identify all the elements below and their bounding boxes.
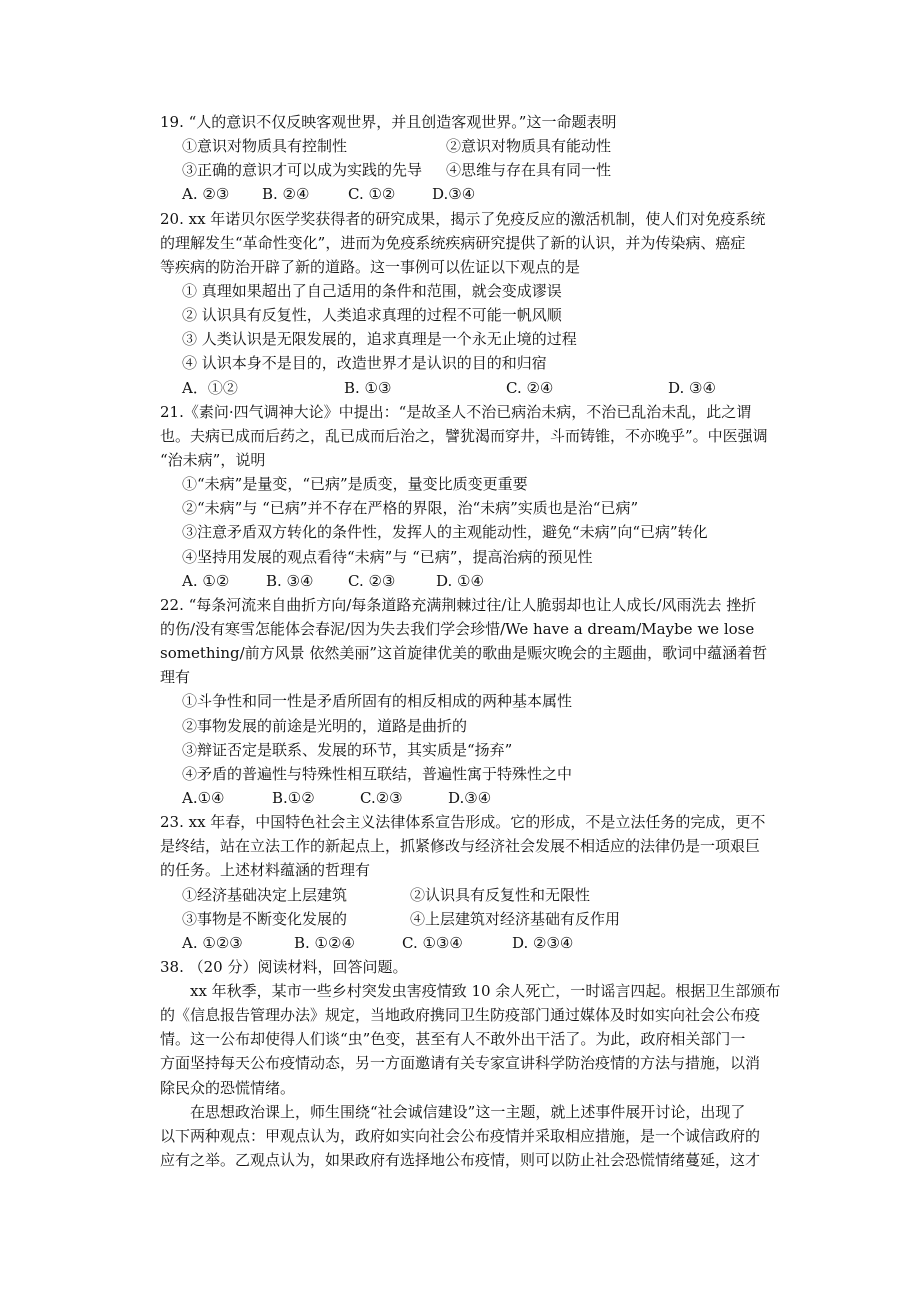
question-stem-line: 等疾病的防治开辟了新的道路。这一事例可以佐证以下观点的是 — [160, 257, 581, 276]
paragraph-line: 方面坚持每天公布疫情动态，另一方面邀请有关专家宣讲科学防治疫情的方法与措施，以消 — [160, 1054, 761, 1073]
answer-option: D. ①④ — [436, 571, 484, 590]
question-38 — [160, 955, 810, 1172]
question-stem-line: 的任务。上述材料蕴涵的哲理有 — [160, 861, 371, 880]
question-stem-line: 22. “每条河流来自曲折方向/每条道路充满荆棘过往/让人脆弱却也让人成长/风雨洗去 挫折 — [160, 595, 757, 614]
question-stem-line: 也。夫病已成而后药之，乱已成而后治之，譬犹渴而穿井，斗而铸锥，不亦晚乎”。中医强调 — [160, 426, 768, 445]
answer-option: C.②③ — [360, 788, 403, 807]
question-stem-line: something/前方风景 依然美丽”这首旋律优美的歌曲是赈灾晚会的主题曲，歌词中蕴涵着哲 — [160, 644, 768, 663]
statement: ④ 认识本身不是目的，改造世界才是认识的目的和归宿 — [182, 354, 547, 373]
paragraph-line: 以下两种观点：甲观点认为，政府如实向社会公布疫情并采取相应措施，是一个诚信政府的 — [160, 1126, 761, 1145]
statement: ①斗争性和同一性是矛盾所固有的相反相成的两种基本属性 — [182, 692, 573, 711]
question-stem-line: 理有 — [160, 668, 191, 687]
question-21 — [160, 400, 810, 593]
answer-option: D.③④ — [448, 788, 492, 807]
answer-option: A. ①② — [182, 571, 230, 590]
answer-option: A. ①②③ — [182, 933, 243, 952]
statement-row — [160, 158, 810, 182]
question-stem: 19. “人的意识不仅反映客观世界，并且创造客观世界。”这一命题表明 — [160, 113, 617, 131]
answer-option: D.③④ — [432, 185, 476, 204]
statement-row — [160, 907, 810, 931]
statement: ④坚持用发展的观点看待“未病”与 “已病”，提高治病的预见性 — [182, 547, 593, 566]
answer-option: A.①④ — [182, 788, 225, 807]
question-stem-line: 20. xx 年诺贝尔医学奖获得者的研究成果，揭示了免疫反应的激活机制，使人们对免疫系统 — [160, 209, 766, 228]
statement: ②“未病”与 “已病”并不存在严格的界限，治“未病”实质也是治“已病” — [182, 499, 639, 518]
answer-option: C. ②③ — [348, 571, 396, 590]
statement-row — [160, 134, 810, 158]
answer-option: A．①② — [182, 378, 238, 397]
statement: ③辩证否定是联系、发展的环节，其实质是“扬弃” — [182, 740, 513, 759]
question-20 — [160, 207, 810, 400]
statement: ①“未病”是量变，“已病”是质变，量变比质变更重要 — [182, 475, 528, 494]
answer-option: C. ①② — [348, 185, 396, 204]
answer-option: C. ②④ — [506, 378, 554, 397]
paragraph-line: xx 年秋季，某市一些乡村突发虫害疫情致 10 余人死亡，一时谣言四起。根据卫生部颁布 — [190, 982, 781, 1001]
answer-options — [160, 376, 810, 400]
answer-option: D. ②③④ — [512, 933, 574, 952]
answer-options — [160, 569, 810, 593]
question-stem-line: 的理解发生“革命性变化”，进而为免疫系统疾病研究提供了新的认识，并为传染病、癌症 — [160, 233, 746, 252]
question-23 — [160, 810, 810, 955]
question-stem-line: 23. xx 年春，中国特色社会主义法律体系宣告形成。它的形成，不是立法任务的完成，更不 — [160, 813, 766, 832]
question-stem-line: 21.《素问·四气调神大论》中提出：“是故圣人不治已病治未病，不治已乱治未乱，此之谓 — [160, 402, 752, 421]
answer-option: A. ②③ — [182, 185, 230, 204]
statement: ③正确的意识才可以成为实践的先导 — [182, 161, 423, 180]
question-22 — [160, 593, 810, 810]
answer-option: B. ①②④ — [294, 933, 355, 952]
answer-option: B.①② — [272, 788, 315, 807]
answer-option: B. ②④ — [262, 185, 310, 204]
statement: ④思维与存在具有同一性 — [446, 161, 612, 180]
statement: ①经济基础决定上层建筑 — [182, 885, 348, 904]
statement: ③事物是不断变化发展的 — [182, 909, 348, 928]
statement: ① 真理如果超出了自己适用的条件和范围，就会变成谬误 — [182, 281, 562, 300]
paragraph-line: 的《信息报告管理办法》规定，当地政府携同卫生防疫部门通过媒体及时如实向社会公布疫 — [160, 1006, 761, 1025]
exam-content — [160, 110, 810, 1172]
question-19 — [160, 110, 810, 207]
statement: ②事物发展的前途是光明的，道路是曲折的 — [182, 716, 468, 735]
paragraph-line: 在思想政治课上，师生围绕“社会诚信建设”这一主题，就上述事件展开讨论，出现了 — [190, 1102, 746, 1121]
statement: ③ 人类认识是无限发展的，追求真理是一个永无止境的过程 — [182, 330, 577, 349]
statement: ①意识对物质具有控制性 — [182, 137, 348, 156]
question-stem-line: 的伤/没有寒雪怎能体会春泥/因为失去我们学会珍惜/We have a dream/Maybe we lose — [160, 619, 755, 638]
paragraph-line: 除民众的恐慌情绪。 — [160, 1078, 296, 1097]
answer-option: B. ①③ — [344, 378, 392, 397]
material-paragraph — [160, 979, 810, 1100]
statement: ④矛盾的普遍性与特殊性相互联结，普遍性寓于特殊性之中 — [182, 764, 573, 783]
answer-options — [160, 786, 810, 810]
paragraph-line: 应有之举。乙观点认为，如果政府有选择地公布疫情，则可以防止社会恐慌情绪蔓延，这才 — [160, 1151, 761, 1170]
answer-option: B. ③④ — [266, 571, 314, 590]
answer-options — [160, 931, 810, 955]
answer-option: C. ①③④ — [402, 933, 463, 952]
paragraph-line: 情。这一公布却使得人们谈“虫”色变，甚至有人不敢外出干活了。为此，政府相关部门一 — [160, 1030, 746, 1049]
statement: ③注意矛盾双方转化的条件性，发挥人的主观能动性，避免“未病”向“已病”转化 — [182, 523, 708, 542]
discussion-paragraph — [160, 1100, 810, 1172]
statement: ④上层建筑对经济基础有反作用 — [410, 909, 621, 928]
answer-option: D. ③④ — [668, 378, 716, 397]
question-stem: 38. （20 分）阅读材料，回答问题。 — [160, 957, 408, 976]
statement: ②认识具有反复性和无限性 — [410, 885, 591, 904]
question-stem-line: “治未病”，说明 — [160, 450, 266, 469]
answer-options — [160, 182, 810, 206]
statement-row — [160, 883, 810, 907]
question-stem-line: 是终结，站在立法工作的新起点上，抓紧修改与经济社会发展不相适应的法律仍是一项艰巨 — [160, 837, 761, 856]
statement: ②意识对物质具有能动性 — [446, 137, 612, 156]
statement: ② 认识具有反复性，人类追求真理的过程不可能一帆风顺 — [182, 306, 562, 325]
